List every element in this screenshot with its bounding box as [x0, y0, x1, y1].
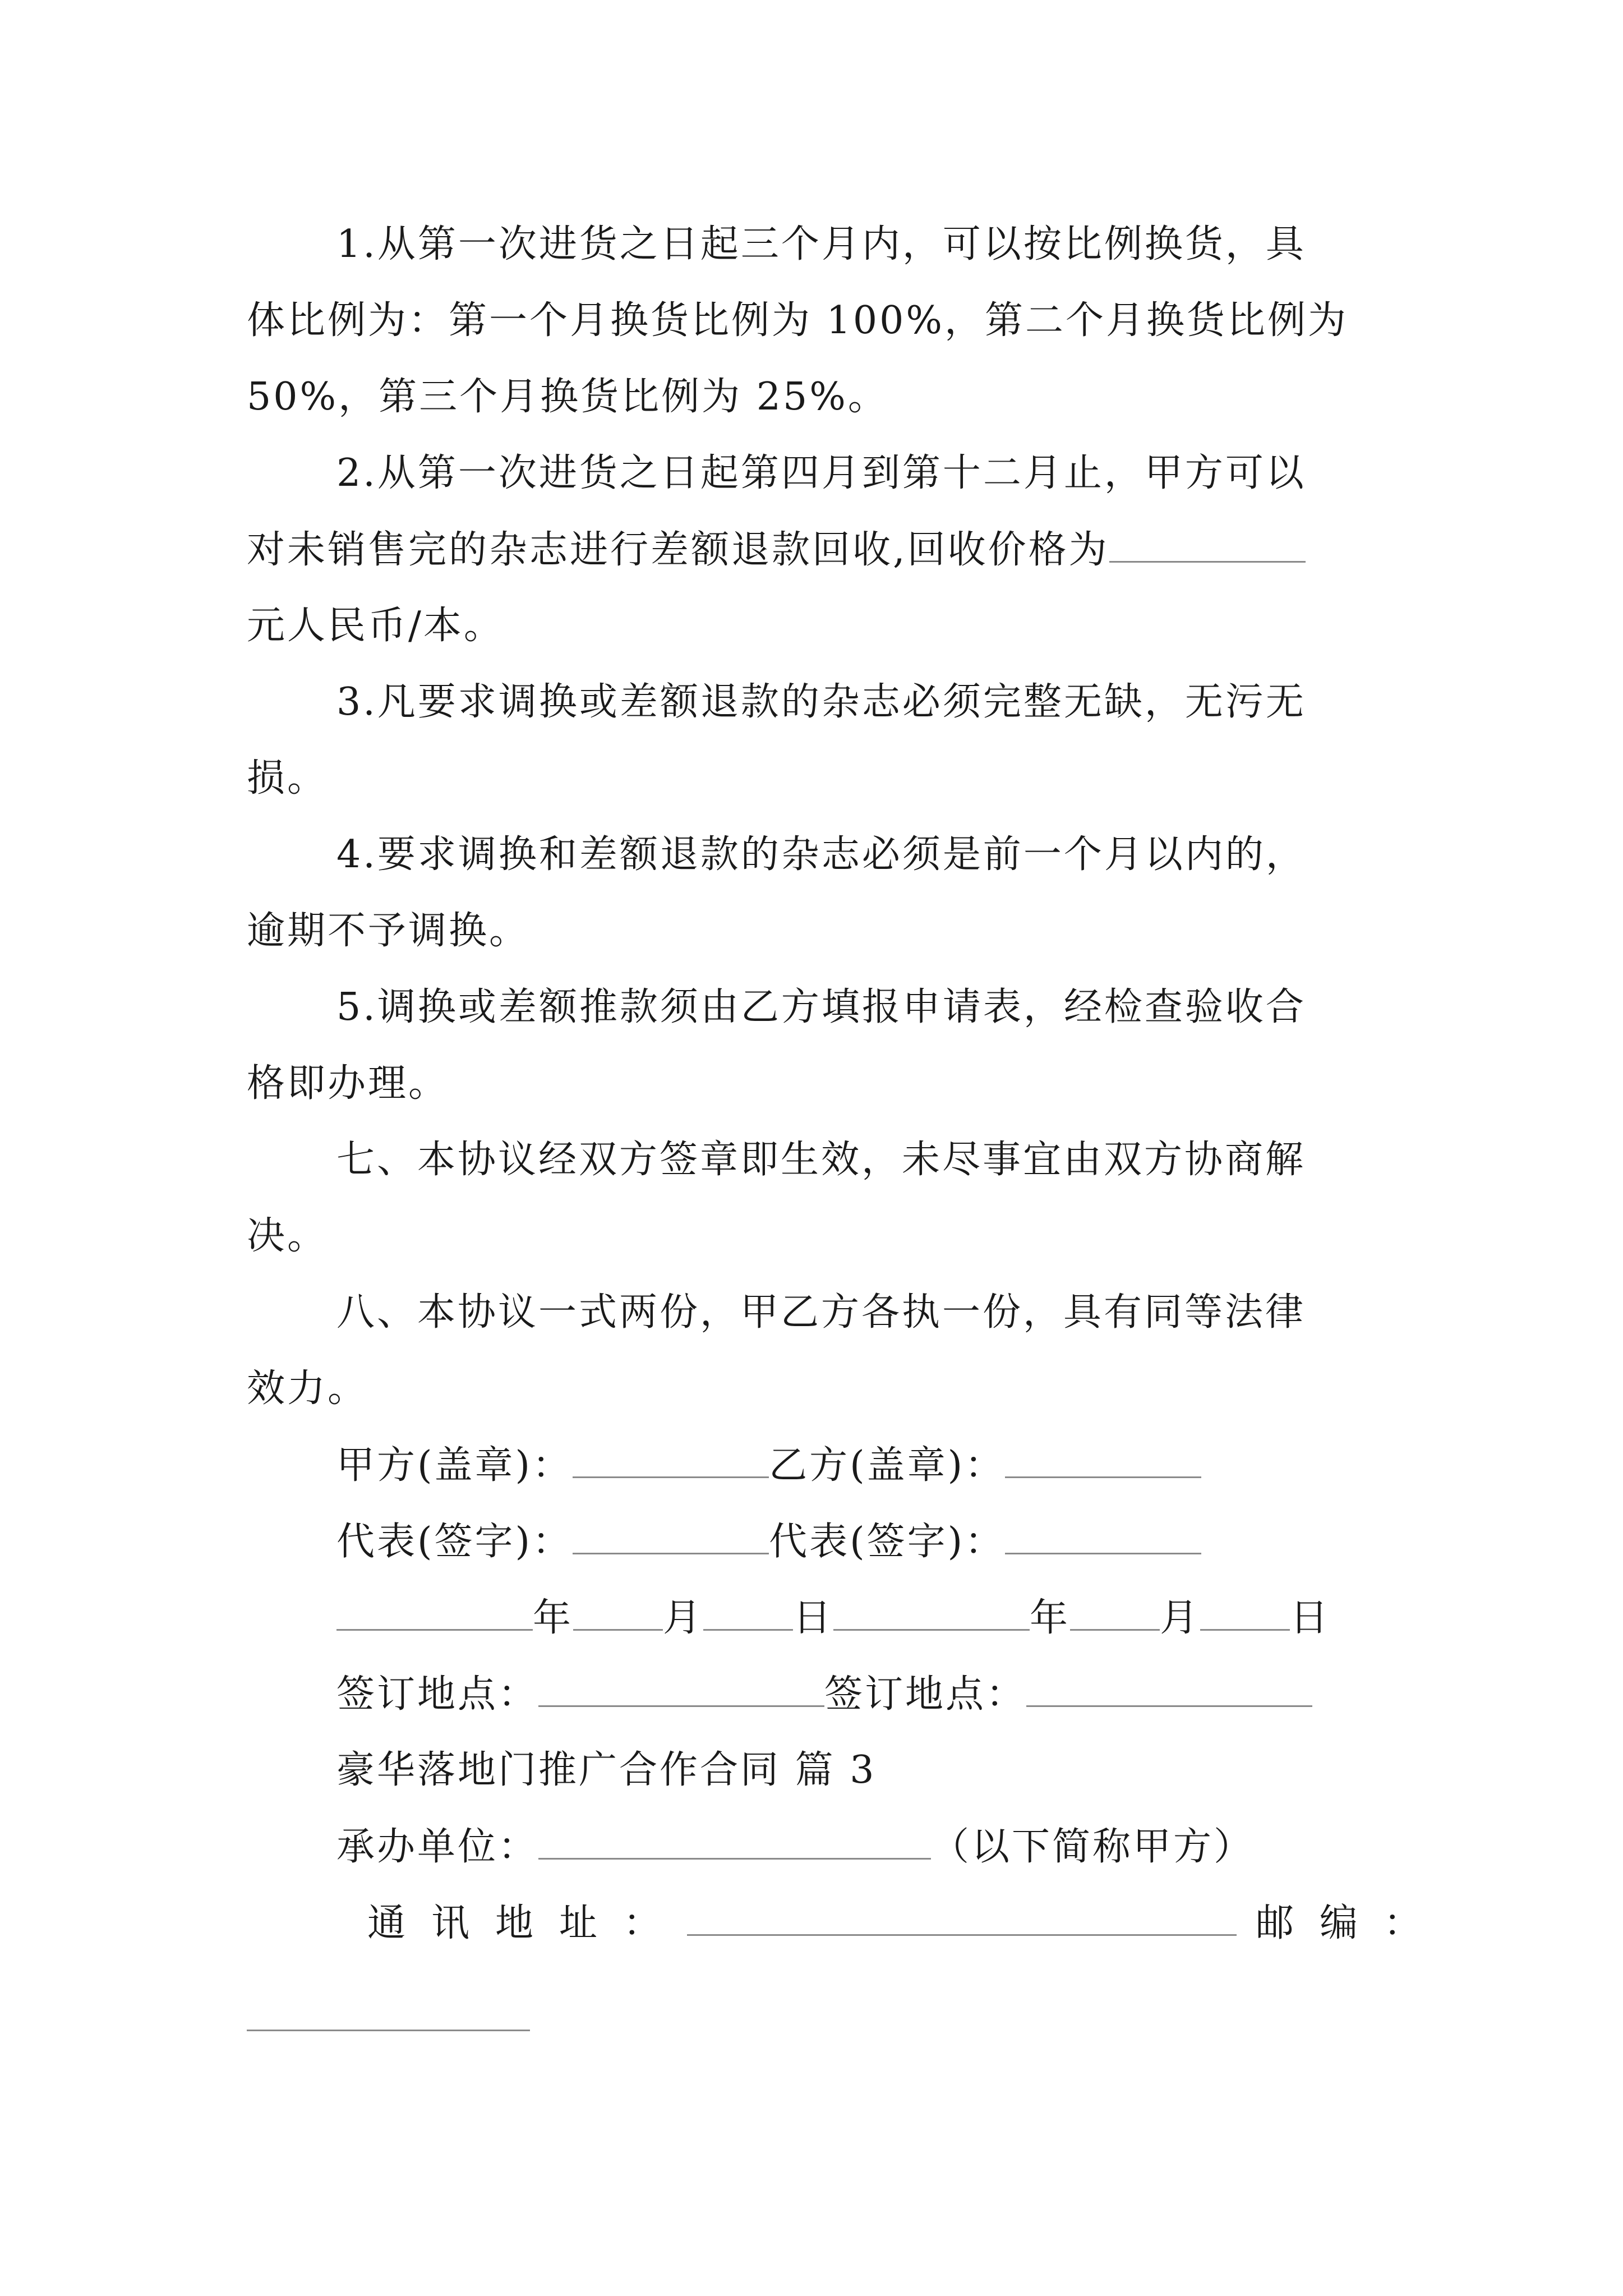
clause-2-text: 对未销售完的杂志进行差额退款回收,回收价格为 [247, 528, 1109, 572]
clause-1-line-3: 50%，第三个月换货比例为 25%。 [247, 375, 888, 419]
organizer-label: 承办单位： [336, 1825, 539, 1869]
article-7-line-1: 七、本协议经双方签章即生效，未尽事宜由双方协商解 [336, 1138, 1306, 1182]
price-blank[interactable] [1109, 527, 1306, 563]
party-b-place-blank[interactable] [1026, 1672, 1312, 1707]
clause-4-line-2: 逾期不予调换。 [247, 909, 530, 953]
party-b-seal-blank[interactable] [1005, 1443, 1201, 1478]
address-blank[interactable] [687, 1901, 1237, 1936]
party-a-month-label: 月 [663, 1596, 704, 1640]
organizer-suffix: （以下简称甲方） [931, 1825, 1255, 1869]
clause-1-line-2: 体比例为：第一个月换货比例为 100%，第二个月换货比例为 [247, 298, 1349, 343]
party-a-year-blank[interactable] [336, 1595, 533, 1631]
party-b-rep-label: 代表(签字)： [769, 1520, 1006, 1564]
clause-5-line-1: 5.调换或差额推款须由乙方填报申请表，经检查验收合 [336, 985, 1306, 1029]
date-row [336, 1595, 1330, 1641]
party-a-seal-label: 甲方(盖章)： [336, 1443, 573, 1488]
clause-2-line-3: 元人民币/本。 [247, 604, 504, 648]
postcode-blank[interactable] [247, 2030, 530, 2031]
party-a-day-label: 日 [793, 1596, 834, 1640]
clause-3-line-2: 损。 [247, 756, 328, 800]
article-8-line-1: 八、本协议一式两份，甲乙方各执一份，具有同等法律 [336, 1290, 1306, 1335]
next-contract-title: 豪华落地门推广合作合同 篇 3 [336, 1748, 877, 1792]
article-8-line-2: 效力。 [247, 1366, 368, 1411]
clause-3-line-1: 3.凡要求调换或差额退款的杂志必须完整无缺，无污无 [336, 680, 1306, 724]
party-b-year-label: 年 [1030, 1596, 1071, 1640]
clause-1-line-1: 1.从第一次进货之日起三个月内，可以按比例换货，具 [336, 222, 1306, 266]
party-b-day-blank[interactable] [1200, 1595, 1290, 1631]
party-a-place-blank[interactable] [538, 1672, 824, 1707]
clause-4-line-1: 4.要求调换和差额退款的杂志必须是前一个月以内的， [336, 832, 1306, 877]
party-a-seal-blank[interactable] [573, 1443, 769, 1478]
party-b-place-label: 签订地点： [824, 1672, 1027, 1717]
address-label: 通讯地址： [367, 1901, 688, 1945]
organizer-blank[interactable] [538, 1824, 931, 1860]
clause-2-line-2 [247, 527, 1306, 573]
party-a-rep-label: 代表(签字)： [336, 1520, 573, 1564]
party-a-year-label: 年 [533, 1596, 574, 1640]
signing-place-row [336, 1672, 1312, 1717]
party-b-rep-blank[interactable] [1005, 1519, 1201, 1554]
party-a-day-blank[interactable] [703, 1595, 793, 1631]
party-b-seal-label: 乙方(盖章)： [769, 1443, 1006, 1488]
clause-5-line-2: 格即办理。 [247, 1061, 449, 1106]
party-a-rep-blank[interactable] [573, 1519, 769, 1554]
seal-row [336, 1443, 1201, 1488]
party-a-month-blank[interactable] [573, 1595, 663, 1631]
postcode-label: 邮编： [1256, 1901, 1448, 1945]
party-b-day-label: 日 [1290, 1596, 1331, 1640]
clause-2-line-1: 2.从第一次进货之日起第四月到第十二月止，甲方可以 [336, 451, 1306, 495]
party-b-year-blank[interactable] [833, 1595, 1030, 1631]
party-b-month-blank[interactable] [1070, 1595, 1160, 1631]
organizer-row [336, 1824, 1254, 1870]
party-b-month-label: 月 [1160, 1596, 1201, 1640]
article-7-line-2: 决。 [247, 1214, 328, 1258]
address-row [367, 1901, 1447, 1946]
party-a-place-label: 签订地点： [336, 1672, 539, 1717]
representative-row [336, 1519, 1201, 1565]
